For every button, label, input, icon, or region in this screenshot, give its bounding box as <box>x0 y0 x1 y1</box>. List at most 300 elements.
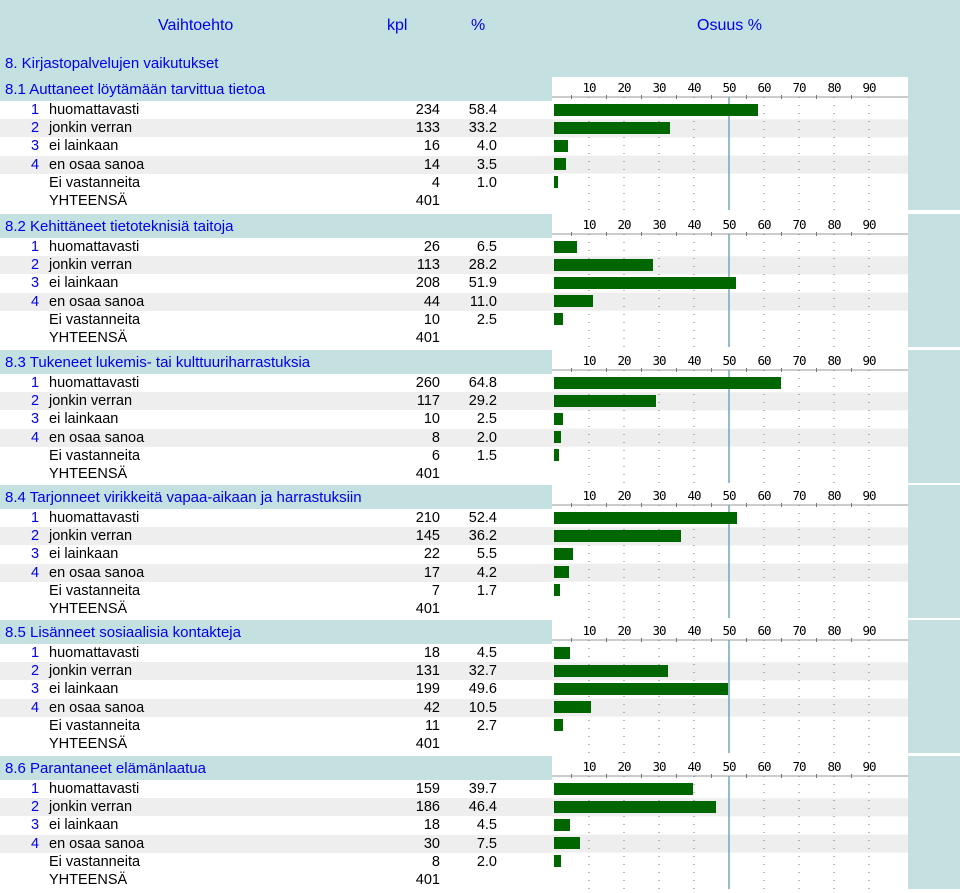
row-label: huomattavasti <box>49 645 140 661</box>
row-percent: 2.5 <box>476 411 497 428</box>
row-code: 1 <box>31 781 40 797</box>
row-percent: 6.5 <box>476 239 497 255</box>
chart-row-stripe <box>552 699 909 717</box>
table-row <box>0 293 552 311</box>
x-tick-label: 70 <box>792 623 806 638</box>
x-tick-label: 40 <box>687 80 701 95</box>
row-count: 42 <box>423 699 440 716</box>
row-code: 1 <box>31 239 40 255</box>
bar-5 <box>554 313 563 325</box>
bar-chart <box>552 620 909 753</box>
row-label: jonkin verran <box>49 393 133 410</box>
row-code: 2 <box>31 663 40 680</box>
row-code: 2 <box>31 799 40 816</box>
row-percent: 4.2 <box>476 564 497 581</box>
row-code: 2 <box>31 257 40 274</box>
row-count: 6 <box>431 447 440 464</box>
chart-grid <box>552 350 909 483</box>
x-tick-label: 50 <box>722 623 736 638</box>
bar-1 <box>554 783 693 795</box>
chart-row-stripe <box>552 816 909 834</box>
row-percent: 1.5 <box>476 447 497 464</box>
row-label: huomattavasti <box>49 239 140 255</box>
row-count: 22 <box>423 546 440 563</box>
total-count: 401 <box>415 330 440 346</box>
chart-row-stripe <box>552 717 909 735</box>
row-percent: 33.2 <box>468 120 497 137</box>
row-label: en osaa sanoa <box>49 293 145 310</box>
row-label: Ei vastanneita <box>49 582 141 599</box>
row-code: 4 <box>31 156 40 173</box>
row-percent: 29.2 <box>468 393 497 410</box>
column-header <box>0 0 960 50</box>
table-row <box>0 256 552 274</box>
bar-1 <box>554 104 758 116</box>
row-code: 4 <box>31 293 40 310</box>
section-title: 8.2 Kehittäneet tietoteknisiä taitoja <box>5 218 234 235</box>
chart-row-stripe <box>552 137 909 155</box>
total-label: YHTEENSÄ <box>49 330 128 346</box>
bar-2 <box>554 395 656 407</box>
row-count: 234 <box>415 102 440 118</box>
x-tick-label: 10 <box>582 353 596 368</box>
row-percent: 58.4 <box>468 102 497 118</box>
x-tick-label: 20 <box>617 80 631 95</box>
group-title-row <box>0 50 960 77</box>
row-count: 4 <box>431 174 440 191</box>
x-tick-label: 20 <box>617 217 631 232</box>
row-count: 8 <box>431 429 440 446</box>
x-tick-label: 60 <box>757 623 771 638</box>
bar-3 <box>554 683 728 695</box>
table-row <box>0 101 552 119</box>
table-row <box>0 816 552 834</box>
table-row <box>0 274 552 292</box>
x-tick-label: 60 <box>757 488 771 503</box>
row-percent: 11.0 <box>469 293 497 310</box>
x-tick-label: 70 <box>792 759 806 774</box>
chart-row-stripe <box>552 564 909 582</box>
bar-3 <box>554 413 563 425</box>
col-share-header: Osuus % <box>697 17 762 34</box>
row-code: 1 <box>31 375 40 391</box>
group-title: 8. Kirjastopalvelujen vaikutukset <box>5 55 219 72</box>
bar-2 <box>554 530 681 542</box>
x-tick-label: 90 <box>862 623 876 638</box>
row-count: 10 <box>423 311 440 328</box>
table-row <box>0 798 552 816</box>
chart-row-stripe <box>552 582 909 600</box>
row-code: 3 <box>31 275 40 292</box>
row-label: jonkin verran <box>49 528 133 545</box>
row-label: huomattavasti <box>49 375 140 391</box>
row-count: 30 <box>423 835 440 852</box>
bar-5 <box>554 449 559 461</box>
total-row <box>0 871 552 889</box>
row-label: ei lainkaan <box>49 546 119 563</box>
row-label: Ei vastanneita <box>49 447 141 464</box>
bar-5 <box>554 584 560 596</box>
row-count: 14 <box>423 156 440 173</box>
row-percent: 46.4 <box>468 799 497 816</box>
row-label: ei lainkaan <box>49 681 119 698</box>
x-tick-label: 60 <box>757 759 771 774</box>
bar-3 <box>554 140 568 152</box>
row-code: 3 <box>31 681 40 698</box>
row-label: ei lainkaan <box>49 275 119 292</box>
x-tick-label: 70 <box>792 217 806 232</box>
x-tick-label: 20 <box>617 353 631 368</box>
chart-grid <box>552 485 909 618</box>
row-percent: 52.4 <box>468 510 497 526</box>
total-count: 401 <box>415 193 440 209</box>
row-label: ei lainkaan <box>49 411 119 428</box>
right-edge-band <box>908 620 960 753</box>
row-count: 145 <box>415 528 440 545</box>
total-row <box>0 600 552 618</box>
x-tick-label: 20 <box>617 759 631 774</box>
row-count: 18 <box>423 645 440 661</box>
x-tick-label: 90 <box>862 80 876 95</box>
x-tick-label: 50 <box>722 488 736 503</box>
x-tick-label: 70 <box>792 353 806 368</box>
total-count: 401 <box>415 872 440 888</box>
row-count: 131 <box>415 663 440 680</box>
x-tick-label: 40 <box>687 488 701 503</box>
table-row <box>0 853 552 871</box>
x-tick-label: 80 <box>827 488 841 503</box>
chart-row-stripe <box>552 156 909 174</box>
row-label: jonkin verran <box>49 799 133 816</box>
chart-row-stripe <box>552 238 909 256</box>
table-row <box>0 137 552 155</box>
row-percent: 2.5 <box>476 311 497 328</box>
total-row <box>0 465 552 483</box>
row-code: 3 <box>31 411 40 428</box>
total-row <box>0 329 552 347</box>
chart-row-stripe <box>552 853 909 871</box>
bar-4 <box>554 431 561 443</box>
row-label: huomattavasti <box>49 102 140 118</box>
row-count: 159 <box>415 781 440 797</box>
row-percent: 4.5 <box>476 645 497 661</box>
section-1 <box>0 77 960 210</box>
chart-row-stripe <box>552 644 909 662</box>
table-row <box>0 374 552 392</box>
bar-4 <box>554 295 593 307</box>
row-count: 16 <box>423 138 440 155</box>
x-tick-label: 70 <box>792 488 806 503</box>
bar-chart <box>552 214 909 347</box>
chart-row-stripe <box>552 174 909 192</box>
row-count: 17 <box>423 564 440 581</box>
row-label: en osaa sanoa <box>49 564 145 581</box>
x-tick-label: 90 <box>862 759 876 774</box>
x-tick-label: 30 <box>652 80 666 95</box>
bar-chart <box>552 485 909 618</box>
row-count: 10 <box>423 411 440 428</box>
row-count: 117 <box>416 393 440 410</box>
row-percent: 4.5 <box>476 817 497 834</box>
row-code: 4 <box>31 835 40 852</box>
x-tick-label: 60 <box>757 217 771 232</box>
x-tick-label: 30 <box>652 217 666 232</box>
row-percent: 36.2 <box>468 528 497 545</box>
bar-1 <box>554 377 781 389</box>
row-percent: 2.0 <box>476 429 497 446</box>
section-5 <box>0 620 960 753</box>
x-tick-label: 50 <box>722 80 736 95</box>
bar-2 <box>554 122 670 134</box>
x-tick-label: 40 <box>687 759 701 774</box>
row-percent: 32.7 <box>468 663 497 680</box>
row-percent: 49.6 <box>468 681 497 698</box>
total-count: 401 <box>415 736 440 752</box>
row-code: 3 <box>31 546 40 563</box>
row-percent: 3.5 <box>476 156 497 173</box>
x-tick-label: 80 <box>827 80 841 95</box>
row-count: 133 <box>415 120 440 137</box>
row-percent: 4.0 <box>476 138 497 155</box>
row-count: 8 <box>431 853 440 870</box>
x-tick-label: 30 <box>652 488 666 503</box>
section-title: 8.6 Parantaneet elämänlaatua <box>5 760 206 777</box>
table-row <box>0 392 552 410</box>
x-tick-label: 10 <box>582 80 596 95</box>
x-tick-label: 70 <box>792 80 806 95</box>
total-label: YHTEENSÄ <box>49 466 128 482</box>
x-tick-label: 60 <box>757 353 771 368</box>
row-label: huomattavasti <box>49 510 140 526</box>
section-title-band <box>0 350 552 374</box>
bar-1 <box>554 241 577 253</box>
row-label: Ei vastanneita <box>49 853 141 870</box>
row-count: 18 <box>423 817 440 834</box>
table-row <box>0 644 552 662</box>
row-count: 199 <box>415 681 440 698</box>
table-row <box>0 509 552 527</box>
x-tick-label: 10 <box>582 488 596 503</box>
row-count: 260 <box>415 375 440 391</box>
x-tick-label: 20 <box>617 623 631 638</box>
section-title: 8.5 Lisänneet sosiaalisia kontakteja <box>5 624 241 641</box>
x-tick-label: 30 <box>652 353 666 368</box>
table-row <box>0 564 552 582</box>
x-tick-label: 90 <box>862 217 876 232</box>
table-row <box>0 156 552 174</box>
col-option-header: Vaihtoehto <box>158 17 234 34</box>
total-label: YHTEENSÄ <box>49 872 128 888</box>
row-code: 4 <box>31 564 40 581</box>
x-tick-label: 80 <box>827 759 841 774</box>
chart-grid <box>552 77 909 210</box>
bar-5 <box>554 855 561 867</box>
bar-3 <box>554 548 573 560</box>
bar-chart <box>552 77 909 210</box>
row-label: huomattavasti <box>49 781 140 797</box>
row-percent: 7.5 <box>476 835 497 852</box>
section-4 <box>0 485 960 618</box>
x-tick-label: 50 <box>722 217 736 232</box>
row-count: 11 <box>424 717 440 734</box>
section-title-band <box>0 756 552 780</box>
row-percent: 1.7 <box>476 582 497 599</box>
row-label: en osaa sanoa <box>49 429 145 446</box>
row-percent: 51.9 <box>468 275 497 292</box>
table-row <box>0 780 552 798</box>
row-percent: 28.2 <box>468 257 497 274</box>
total-label: YHTEENSÄ <box>49 193 128 209</box>
bar-2 <box>554 259 653 271</box>
right-edge-band <box>908 214 960 347</box>
row-code: 1 <box>31 645 40 661</box>
row-percent: 2.0 <box>476 853 497 870</box>
x-tick-label: 10 <box>582 623 596 638</box>
row-label: en osaa sanoa <box>49 156 145 173</box>
x-tick-label: 50 <box>722 759 736 774</box>
total-row <box>0 735 552 753</box>
section-title-band <box>0 214 552 238</box>
row-count: 44 <box>423 293 440 310</box>
bar-2 <box>554 665 668 677</box>
bar-1 <box>554 512 737 524</box>
section-3 <box>0 350 960 483</box>
table-row <box>0 717 552 735</box>
table-row <box>0 527 552 545</box>
section-title-band <box>0 77 552 101</box>
section-title: 8.3 Tukeneet lukemis- tai kulttuuriharrastuksia <box>5 354 311 371</box>
row-count: 7 <box>431 582 440 599</box>
row-label: en osaa sanoa <box>49 835 145 852</box>
row-label: ei lainkaan <box>49 817 119 834</box>
table-row <box>0 429 552 447</box>
bar-2 <box>554 801 716 813</box>
total-count: 401 <box>415 601 440 617</box>
row-code: 2 <box>31 393 40 410</box>
chart-row-stripe <box>552 293 909 311</box>
chart-row-stripe <box>552 545 909 563</box>
x-tick-label: 80 <box>827 353 841 368</box>
table-row <box>0 662 552 680</box>
bar-3 <box>554 277 736 289</box>
bar-chart <box>552 756 909 889</box>
table-row <box>0 119 552 137</box>
x-tick-label: 90 <box>862 353 876 368</box>
row-label: Ei vastanneita <box>49 717 141 734</box>
x-tick-label: 40 <box>687 217 701 232</box>
x-tick-label: 10 <box>582 759 596 774</box>
row-percent: 5.5 <box>476 546 497 563</box>
total-label: YHTEENSÄ <box>49 601 128 617</box>
table-row <box>0 238 552 256</box>
bar-5 <box>554 176 558 188</box>
row-code: 1 <box>31 102 40 118</box>
x-tick-label: 60 <box>757 80 771 95</box>
table-row <box>0 680 552 698</box>
x-tick-label: 90 <box>862 488 876 503</box>
x-tick-label: 80 <box>827 217 841 232</box>
total-label: YHTEENSÄ <box>49 736 128 752</box>
table-row <box>0 410 552 428</box>
section-title: 8.1 Auttaneet löytämään tarvittua tietoa <box>5 81 266 98</box>
row-label: jonkin verran <box>49 663 133 680</box>
row-percent: 2.7 <box>476 717 497 734</box>
row-code: 3 <box>31 817 40 834</box>
row-label: ei lainkaan <box>49 138 119 155</box>
row-code: 4 <box>31 429 40 446</box>
row-count: 186 <box>415 799 440 816</box>
right-edge-band <box>908 350 960 483</box>
bar-4 <box>554 566 569 578</box>
bar-5 <box>554 719 563 731</box>
chart-row-stripe <box>552 311 909 329</box>
table-row <box>0 174 552 192</box>
table-row <box>0 447 552 465</box>
row-code: 2 <box>31 120 40 137</box>
x-tick-label: 30 <box>652 759 666 774</box>
bar-4 <box>554 837 580 849</box>
section-2 <box>0 214 960 347</box>
table-row <box>0 582 552 600</box>
row-label: en osaa sanoa <box>49 699 145 716</box>
row-label: Ei vastanneita <box>49 174 141 191</box>
section-title-band <box>0 620 552 644</box>
section-title-band <box>0 485 552 509</box>
table-row <box>0 699 552 717</box>
bar-4 <box>554 701 591 713</box>
total-count: 401 <box>415 466 440 482</box>
row-percent: 64.8 <box>468 375 497 391</box>
x-tick-label: 40 <box>687 623 701 638</box>
chart-grid <box>552 756 909 889</box>
row-code: 4 <box>31 699 40 716</box>
bar-4 <box>554 158 566 170</box>
chart-row-stripe <box>552 835 909 853</box>
row-code: 1 <box>31 510 40 526</box>
chart-row-stripe <box>552 447 909 465</box>
col-count-header: kpl <box>387 17 408 34</box>
section-6 <box>0 756 960 889</box>
chart-row-stripe <box>552 429 909 447</box>
right-edge-band <box>908 77 960 210</box>
row-count: 26 <box>423 239 440 255</box>
x-tick-label: 10 <box>582 217 596 232</box>
row-label: jonkin verran <box>49 120 133 137</box>
x-tick-label: 50 <box>722 353 736 368</box>
bar-1 <box>554 647 570 659</box>
bar-3 <box>554 819 570 831</box>
x-tick-label: 30 <box>652 623 666 638</box>
row-label: jonkin verran <box>49 257 133 274</box>
table-row <box>0 835 552 853</box>
table-row <box>0 311 552 329</box>
row-count: 113 <box>416 257 440 274</box>
row-label: Ei vastanneita <box>49 311 141 328</box>
row-code: 3 <box>31 138 40 155</box>
x-tick-label: 20 <box>617 488 631 503</box>
row-code: 2 <box>31 528 40 545</box>
row-percent: 39.7 <box>468 781 497 797</box>
x-tick-label: 80 <box>827 623 841 638</box>
row-count: 208 <box>415 275 440 292</box>
section-title: 8.4 Tarjonneet virikkeitä vapaa-aikaan ja harrastuksiin <box>5 489 362 506</box>
right-edge-band <box>908 485 960 618</box>
row-percent: 1.0 <box>476 174 497 191</box>
chart-row-stripe <box>552 410 909 428</box>
row-count: 210 <box>415 510 440 526</box>
col-percent-header: % <box>471 17 486 34</box>
x-tick-label: 40 <box>687 353 701 368</box>
